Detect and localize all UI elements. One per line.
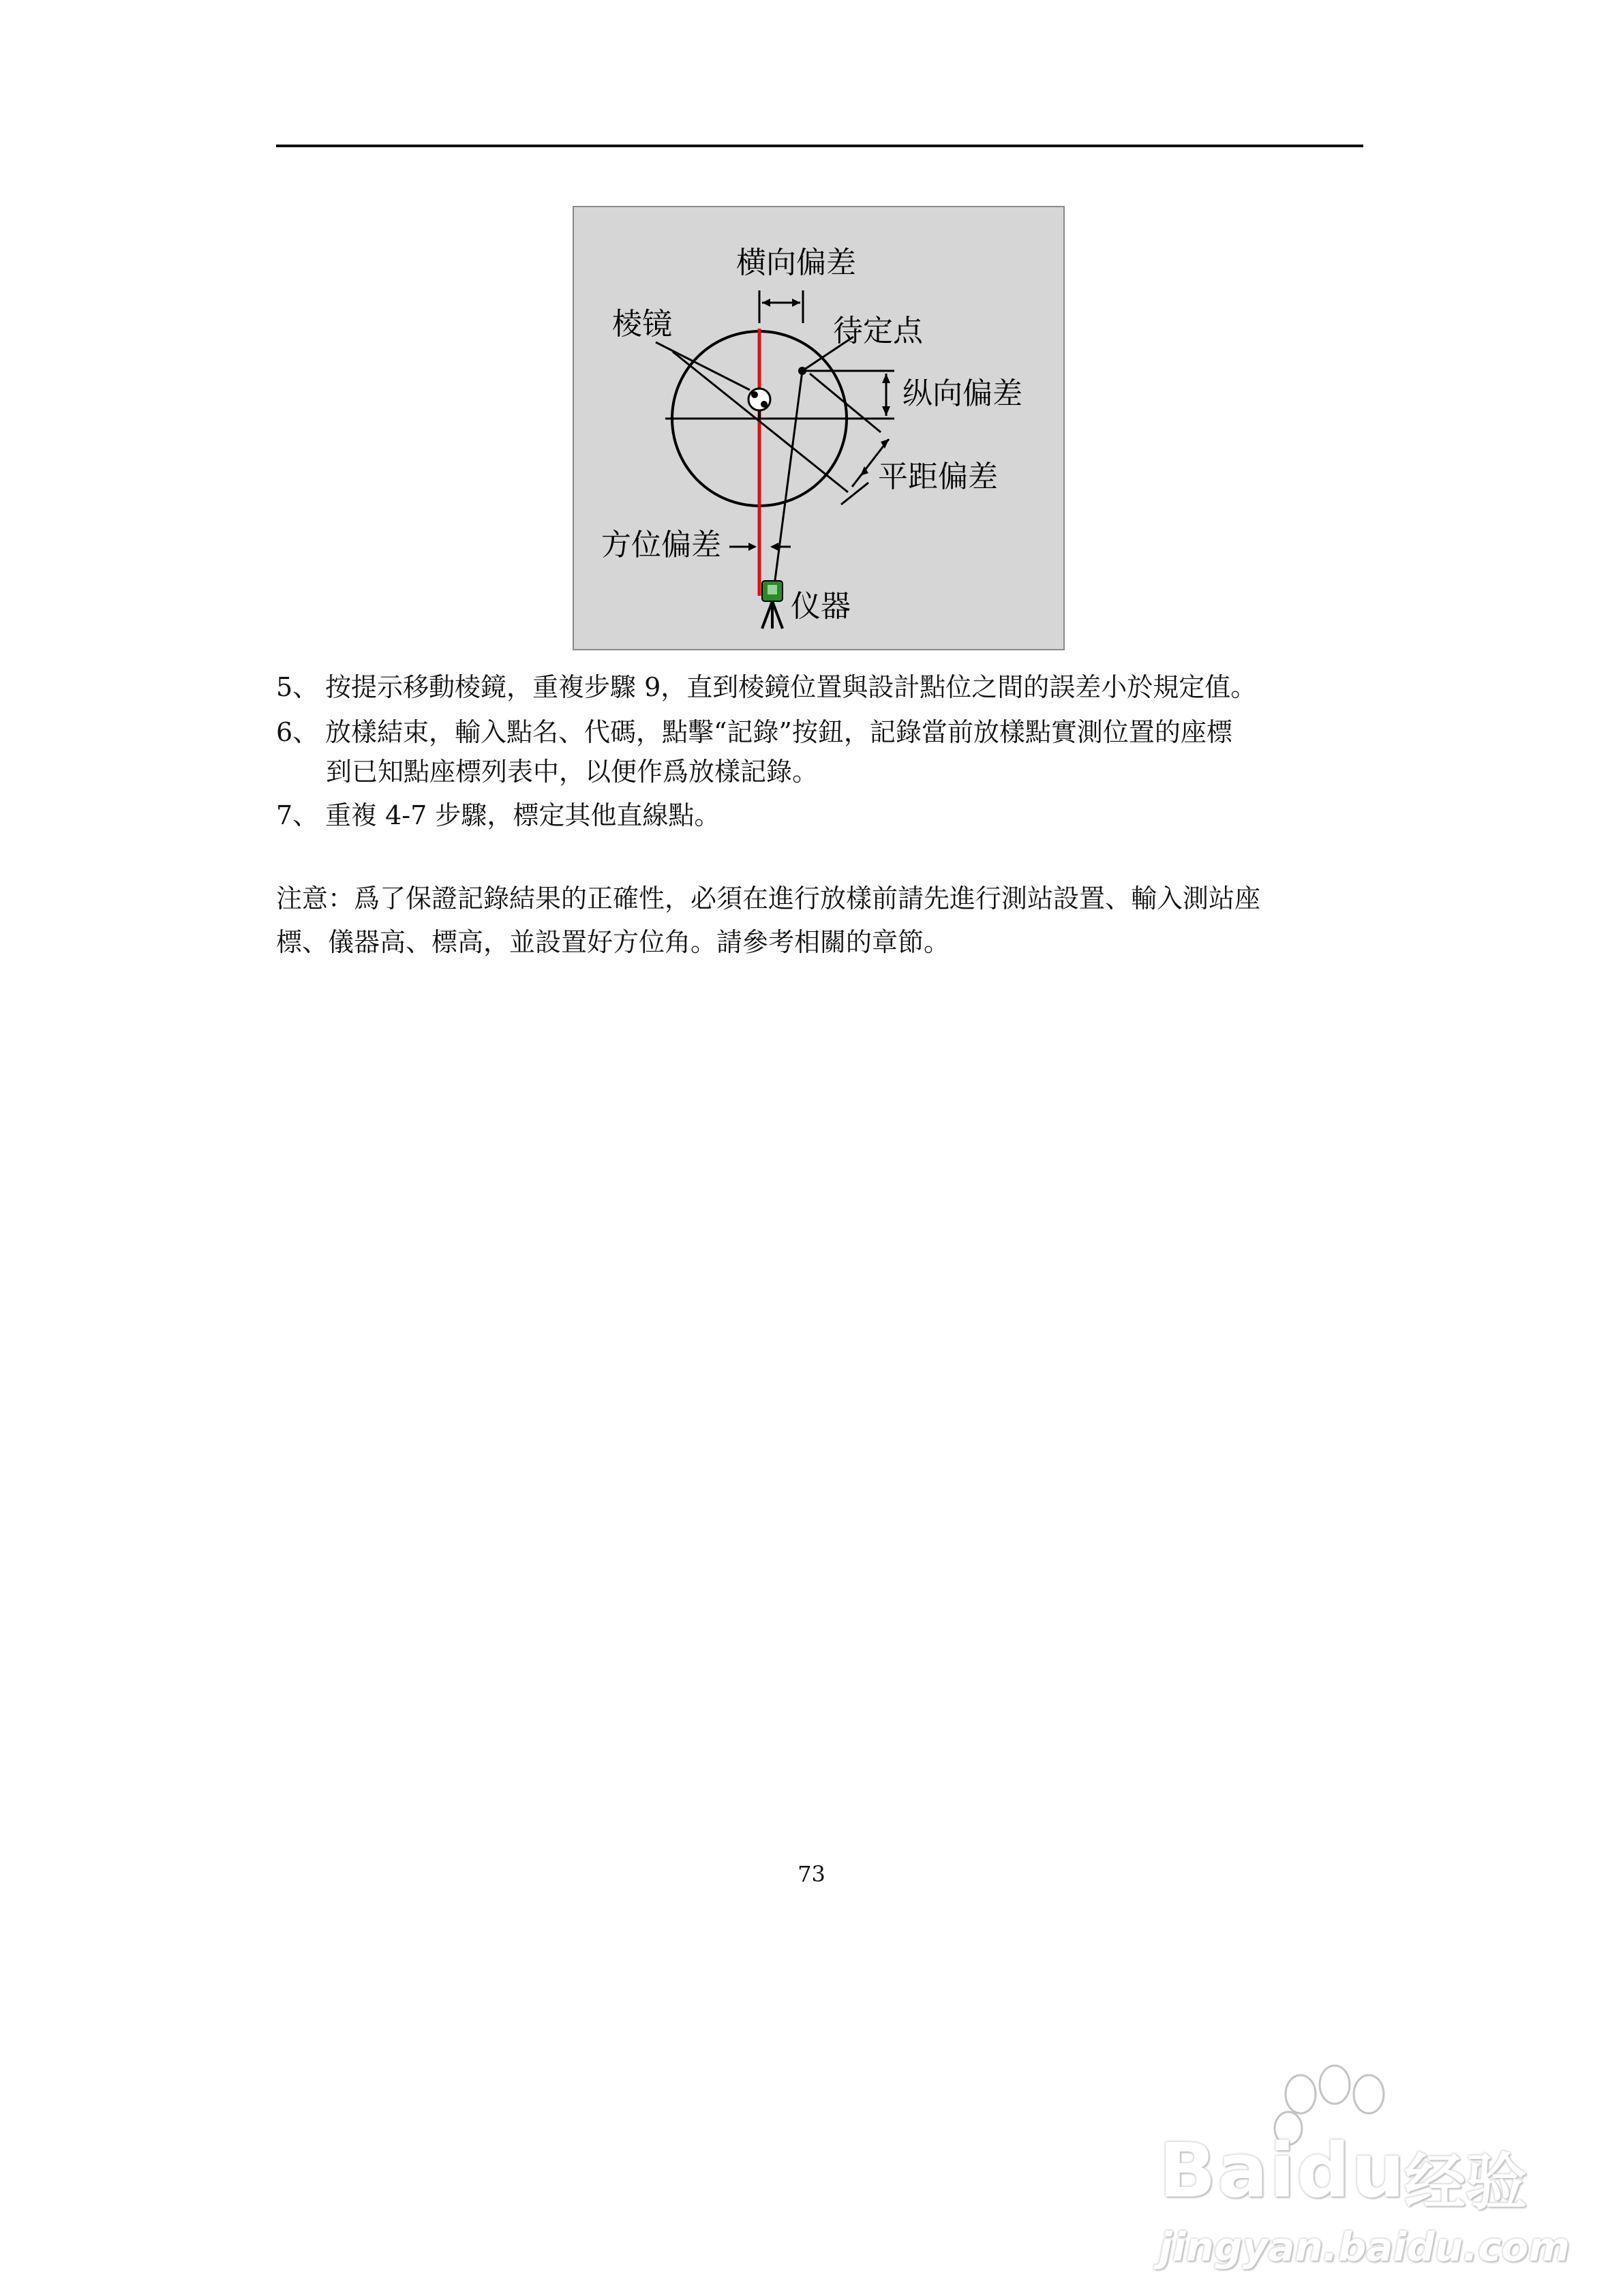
step-6: [276, 713, 1232, 751]
stakeout-diagram: [573, 206, 1065, 650]
label-lateral-deviation: 横向偏差: [736, 245, 856, 280]
watermark-url: jingyan.baidu.com: [1159, 2224, 1570, 2270]
label-instrument: 仪器: [791, 589, 851, 624]
prism-leader: [656, 342, 750, 390]
label-azimuth-deviation: 方位偏差: [601, 528, 721, 562]
header-rule: [276, 145, 1363, 147]
step-text: 放樣結束，輸入點名、代碼，點擊“記錄”按鈕，記錄當前放樣點實測位置的座標: [325, 717, 1232, 747]
step-7: [276, 796, 720, 834]
step-text: 按提示移動棱鏡，重複步驟 9，直到棱鏡位置與設計點位之間的誤差小於規定值。: [325, 672, 1257, 702]
instrument-icon: [762, 581, 783, 629]
step-number: 5、: [276, 672, 319, 702]
step-text: 重複 4-7 步驟，標定其他直線點。: [325, 800, 721, 830]
step-6-continuation: 到已知點座標列表中，以便作爲放樣記錄。: [326, 757, 819, 787]
watermark-sub: 经验: [1404, 2147, 1527, 2218]
horizontal-distance-deviation-bracket: [810, 374, 889, 504]
label-prism: 棱镜: [612, 307, 672, 342]
label-horizontal-distance-deviation: 平距偏差: [878, 459, 998, 494]
watermark-brand: Baidu: [1159, 2127, 1406, 2214]
lateral-deviation-bracket: [759, 290, 803, 323]
longitudinal-deviation-bracket: [806, 371, 894, 419]
step-5: [276, 668, 1256, 706]
instrument-to-target-line: [773, 371, 802, 596]
note-line-1: 注意：爲了保證記錄結果的正確性，必須在進行放樣前請先進行測站設置、輸入測站座: [276, 883, 1261, 913]
step-number: 7、: [276, 800, 319, 830]
label-target-point: 待定点: [833, 314, 923, 348]
step-number: 6、: [276, 717, 319, 747]
note-line-2: 標、儀器高、標高，並設置好方位角。請參考相關的章節。: [276, 927, 950, 957]
page-number: 73: [798, 1861, 825, 1887]
label-longitudinal-deviation: 纵向偏差: [902, 376, 1022, 411]
